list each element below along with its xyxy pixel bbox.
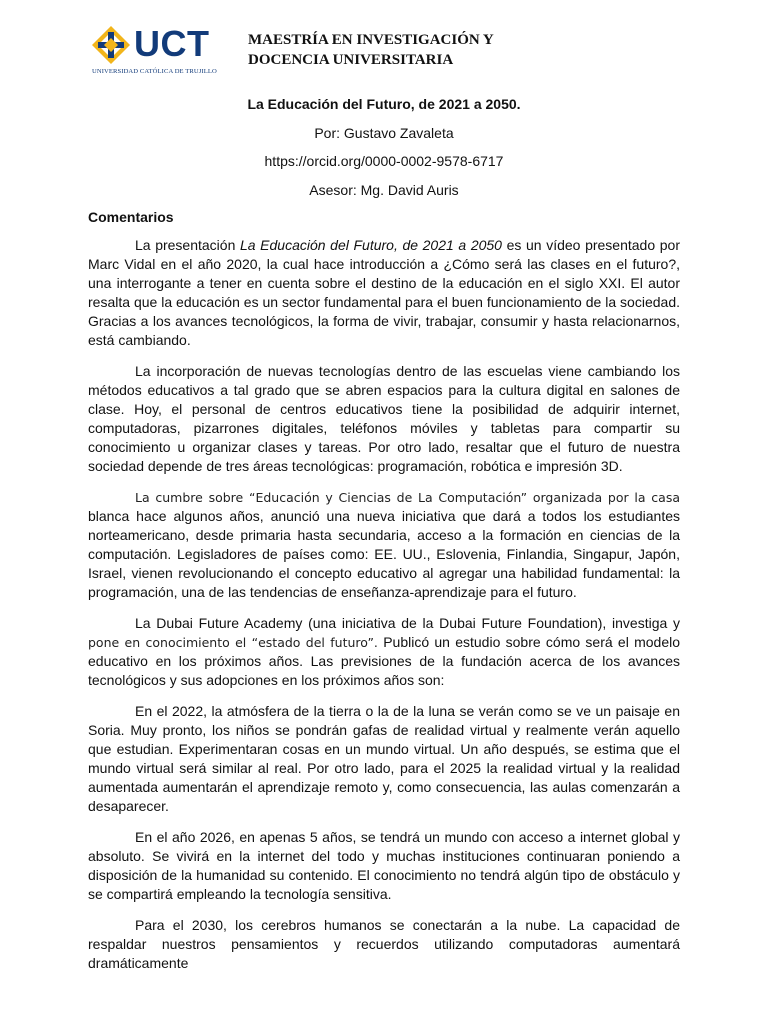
uct-emblem-icon: [90, 24, 132, 66]
paragraph-1-text-b: es un vídeo presentado por Marc Vidal en el año 2020, la cual hace introducción a ¿Cómo será las clases en el futuro?, una interrogante a tener en cuenta sobre el destino de la educación en el siglo XXI. El autor resalta que la educación es un sector fundamental para el buen funcionamiento de la sociedad. Gracias a los avances tecnológicos, la forma de vivir, trabajar, consumir y hasta relacionarnos, está cambiando.: [88, 237, 680, 348]
paragraph-4-text-b: Publicó un estudio sobre cómo será el modelo educativo en los próximos años. Las previsiones de la fundación acerca de los avances tecnológicos y sus adopciones en los próximos años son:: [88, 634, 681, 688]
paragraph-4-text-a: La Dubai Future Academy (una iniciativa de la Dubai Future Foundation), investiga y: [135, 615, 680, 631]
paragraph-2: La incorporación de nuevas tecnologías dentro de las escuelas viene cambiando los métodos educativos a tal grado que se abren espacios para la cultura digital en salones de clase. Hoy, el personal de centros educativos tiene la posibilidad de adquirir internet, computadoras, pizarrones digitales, teléfonos móviles y tabletas para compartir su conocimiento u organizar clases y tareas. Por otro lado, resaltar que el futuro de nuestra sociedad depende de tres áreas tecnológicas: programación, robótica e impresión 3D.: [88, 363, 680, 474]
paragraph-1-italic-title: La Educación del Futuro, de 2021 a 2050: [239, 237, 502, 253]
document-author: Por: Gustavo Zavaleta: [314, 125, 454, 141]
paragraph-1: [88, 236, 680, 350]
paragraph-5: En el 2022, la atmósfera de la tierra o la de la luna se verán como se ve un paisaje en Soria. Muy pronto, los niños se pondrán gafas de realidad virtual y realmente verán aquello que estudian. Experimentaran cosas en un mundo virtual. Un año después, se estima que el mundo virtual será similar al real. Por otro lado, para el 2025 la realidad virtual y la realidad aumentada aumentarán el aprendizaje remoto y, como consecuencia, las aulas comenzarán a desaparecer.: [88, 703, 680, 814]
paragraph-3-text-b: blanca hace algunos años, anunció una nueva iniciativa que dará a todos los estudiantes norteamericano, desde primaria hasta secundaria, acceso a la formación en ciencias de la computación. Legisladores de países como: EE. UU., Eslovenia, Finlandia, Singapur, Japón, Israel, vienen revolucionando el concepto educativo al agregar una habilidad fundamental: la programación, una de las tendencias de enseñanza-aprendizaje para el futuro.: [88, 508, 680, 600]
program-title: [248, 30, 578, 70]
document-advisor: Asesor: Mg. David Auris: [309, 182, 459, 198]
program-line-2: DOCENCIA UNIVERSITARIA: [248, 52, 454, 68]
paragraph-4: [88, 614, 680, 690]
logo-subtitle: UNIVERSIDAD CATÓLICA DE TRUJILLO: [92, 68, 217, 75]
logo-wordmark: UCT: [134, 23, 210, 64]
document-title: La Educación del Futuro, de 2021 a 2050.: [247, 96, 521, 112]
section-heading: Comentarios: [88, 209, 174, 225]
paragraph-3-text-a: La cumbre sobre “Educación y Ciencias de La Computación” organizada por la casa: [135, 490, 680, 505]
paragraph-1-text-a: La presentación: [135, 237, 240, 253]
paragraph-7: Para el 2030, los cerebros humanos se conectarán a la nube. La capacidad de respaldar nuestros pensamientos y recuerdos utilizando computadoras aumentará dramáticamente: [88, 917, 680, 971]
paragraph-6: En el año 2026, en apenas 5 años, se tendrá un mundo con acceso a internet global y absoluto. Se vivirá en la internet del todo y muchas instituciones continuaran poniendo a disposición de la humanidad su contenido. El conocimiento no tendrá algún tipo de obstáculo y se compartirá empleando la tecnología sensitiva.: [88, 829, 680, 902]
orcid-link[interactable]: https://orcid.org/0000-0002-9578-6717: [264, 153, 504, 169]
paragraph-3: [88, 488, 680, 602]
uct-logo: [88, 22, 228, 82]
paragraph-4-text-alt: pone en conocimiento el “estado del futuro”.: [88, 635, 378, 650]
document-header: [88, 22, 688, 82]
document-body: [88, 236, 680, 985]
program-line-1: MAESTRÍA EN INVESTIGACIÓN Y: [248, 32, 494, 48]
